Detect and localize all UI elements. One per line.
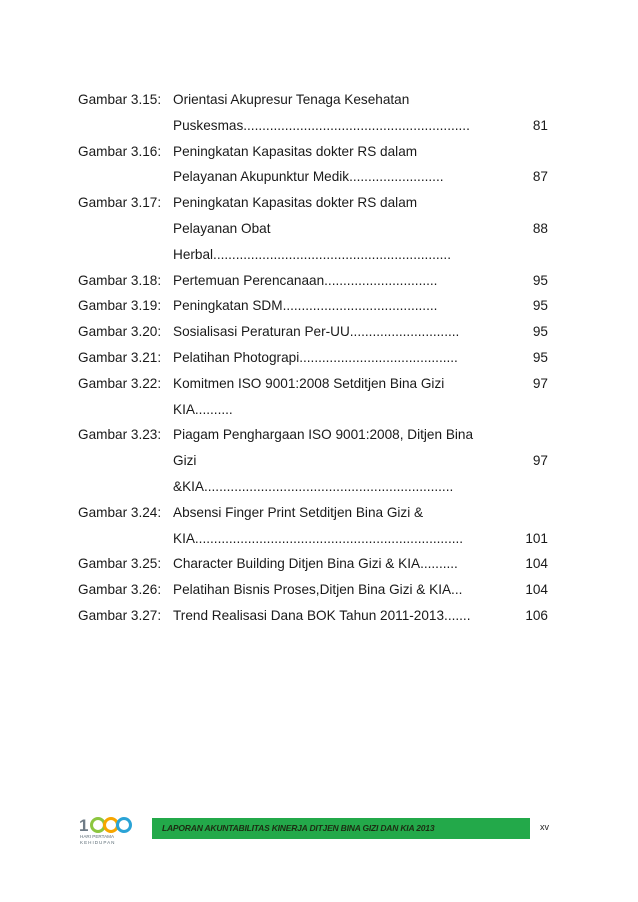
toc-line: [78, 500, 548, 526]
page-ref: 88: [532, 220, 548, 236]
logo-line2: KEHIDUPAN: [80, 840, 116, 845]
figure-label: Gambar 3.21:: [78, 349, 162, 365]
figure-label: Gambar 3.16:: [78, 143, 162, 159]
logo-circle-3: [118, 819, 131, 832]
toc-entry: [78, 551, 548, 577]
toc-line: [78, 422, 548, 448]
toc-line: [78, 577, 548, 603]
page-ref: 101: [525, 530, 548, 546]
figure-label: Gambar 3.17:: [78, 195, 162, 211]
figure-label: Gambar 3.18:: [78, 272, 162, 288]
page-ref: 95: [532, 272, 548, 288]
page-ref: 104: [525, 556, 548, 572]
page-ref: 106: [525, 607, 548, 623]
figure-label: Gambar 3.20:: [78, 324, 162, 340]
figure-label: Gambar 3.15:: [78, 92, 162, 107]
figure-title: Pelatihan Bisnis Proses,Ditjen Bina Gizi & KIA...: [173, 582, 463, 598]
toc-line: [78, 190, 548, 216]
figure-label: Gambar 3.26:: [78, 582, 162, 598]
toc-line: [78, 87, 548, 113]
toc-line: [78, 319, 548, 345]
toc-entry: [78, 319, 548, 345]
figure-title: &KIA..................................................................: [173, 478, 454, 494]
toc-entry: [78, 139, 548, 191]
toc-entry: [78, 293, 548, 319]
page-ref: 87: [532, 169, 548, 185]
page-ref: 97: [532, 453, 548, 469]
1000-hpk-logo: [78, 816, 150, 846]
figure-title: Pelatihan Photograpi..........................................: [173, 349, 458, 365]
figure-title: Gizi: [173, 453, 197, 469]
list-of-figures: [78, 87, 548, 629]
toc-entry: [78, 577, 548, 603]
page-footer: [78, 810, 556, 844]
figure-title: Pertemuan Perencanaan..............................: [173, 272, 438, 288]
logo-circle-1: [92, 819, 105, 832]
page-ref: 104: [525, 582, 548, 598]
figure-title: Herbal...............................................................: [173, 246, 451, 262]
figure-label: Gambar 3.23:: [78, 427, 162, 443]
toc-line: [78, 448, 548, 474]
figure-title: Pelayanan Obat: [173, 220, 271, 236]
toc-line: [78, 113, 548, 139]
toc-line: [78, 551, 548, 577]
figure-title: Pelayanan Akupunktur Medik.........................: [173, 169, 444, 185]
page-number: xv: [540, 822, 549, 832]
toc-line: [78, 345, 548, 371]
logo-digit-one: 1: [79, 816, 89, 835]
figure-title: Piagam Penghargaan ISO 9001:2008, Ditjen Bina: [173, 427, 474, 443]
page-ref: 95: [532, 324, 548, 340]
figure-title: Character Building Ditjen Bina Gizi & KIA..........: [173, 556, 458, 572]
toc-line: [78, 371, 548, 397]
toc-line: [78, 268, 548, 294]
toc-line: [78, 474, 548, 500]
figure-title: Absensi Finger Print Setditjen Bina Gizi &: [173, 504, 424, 520]
figure-label: Gambar 3.24:: [78, 504, 162, 520]
toc-entry: [78, 371, 548, 423]
figure-title: KIA.......................................................................: [173, 530, 464, 546]
toc-entry: [78, 500, 548, 552]
toc-entry: [78, 268, 548, 294]
toc-line: [78, 293, 548, 319]
footer-title-bar: [152, 818, 530, 839]
figure-title: KIA..........: [173, 401, 233, 417]
figure-title: Peningkatan Kapasitas dokter RS dalam: [173, 195, 418, 211]
figure-title: Peningkatan Kapasitas dokter RS dalam: [173, 143, 418, 159]
figure-title: Komitmen ISO 9001:2008 Setditjen Bina Gizi: [173, 375, 445, 391]
figure-title: Sosialisasi Peraturan Per-UU.............................: [173, 324, 460, 340]
figure-label: Gambar 3.25:: [78, 556, 162, 572]
logo-circle-2: [105, 819, 118, 832]
toc-line: [78, 139, 548, 165]
figure-title: Trend Realisasi Dana BOK Tahun 2011-2013.......: [173, 607, 471, 623]
toc-line: [78, 242, 548, 268]
toc-entry: [78, 345, 548, 371]
report-title: LAPORAN AKUNTABILITAS KINERJA DITJEN BINA GIZI DAN KIA 2013: [162, 823, 435, 833]
page-ref: 81: [532, 117, 548, 133]
page-ref: 97: [532, 375, 548, 391]
toc-entry: [78, 190, 548, 267]
toc-line: [78, 397, 548, 423]
figure-title: Puskesmas............................................................: [173, 117, 470, 133]
toc-entry: [78, 422, 548, 499]
figure-title: Peningkatan SDM.........................................: [173, 298, 438, 314]
toc-entry: [78, 603, 548, 629]
figure-label: Gambar 3.22:: [78, 375, 162, 391]
figure-label: Gambar 3.27:: [78, 607, 162, 623]
toc-entry: [78, 87, 548, 139]
toc-line: [78, 603, 548, 629]
figure-title: Orientasi Akupresur Tenaga Kesehatan: [173, 92, 410, 107]
figure-label: Gambar 3.19:: [78, 298, 162, 314]
page-ref: 95: [532, 349, 548, 365]
toc-line: [78, 164, 548, 190]
page-ref: 95: [532, 298, 548, 314]
logo-line1: HARI PERTAMA: [80, 834, 115, 839]
toc-line: [78, 216, 548, 242]
toc-line: [78, 526, 548, 552]
